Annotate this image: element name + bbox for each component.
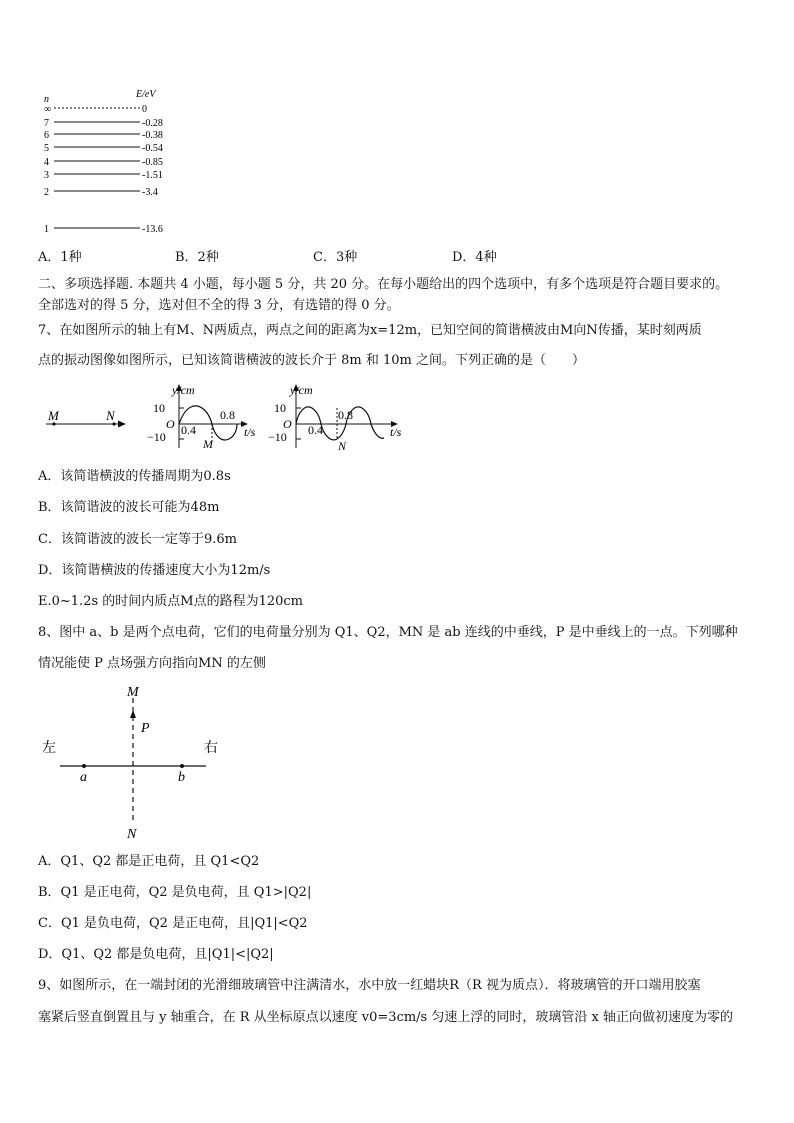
level-energy-label-3: -0.38 (142, 130, 163, 141)
q7-figure (40, 382, 410, 454)
graph2-t1: 0.4 (308, 423, 323, 437)
q6-option-c[interactable]: C．3种 (313, 250, 358, 265)
graph2-point-n: N (338, 439, 347, 453)
n-axis-label: n (44, 94, 49, 105)
q8-option-d[interactable]: D．Q1、Q2 都是负电荷，且|Q1|<|Q2| (38, 947, 274, 962)
q7-option-d[interactable]: D．该简谐横波的传播速度大小为12m/s (38, 563, 271, 578)
level-energy-label-2: -0.28 (142, 118, 163, 129)
graph1-origin: O (166, 417, 175, 431)
graph2-y-label: y/cm (290, 383, 313, 397)
graph2-t-label: t/s (390, 425, 402, 439)
graph1-t-label: t/s (244, 425, 256, 439)
level-n-label-1: ∞ (44, 104, 52, 115)
level-n-label-4: 5 (44, 143, 49, 154)
graph1-y-pos: 10 (153, 401, 165, 415)
vibration-graph-n (268, 383, 402, 453)
level-n-label-7: 2 (44, 187, 49, 198)
q7-stem-line2: 点的振动图像如图所示，已知该简谐横波的波长介于 8m 和 10m 之间。下列正确的是（ ） (38, 353, 585, 368)
level-n-label-8: 1 (44, 224, 49, 235)
vibration-graph-m (147, 383, 256, 451)
q8-option-a[interactable]: A．Q1、Q2 都是正电荷，且 Q1<Q2 (38, 854, 260, 869)
q8-option-c[interactable]: C．Q1 是负电荷，Q2 是正电荷，且|Q1|<Q2 (38, 916, 308, 931)
level-n-label-2: 7 (44, 118, 49, 129)
level-energy-label-8: -13.6 (142, 224, 163, 235)
q7-axis-n-label: N (106, 408, 115, 423)
energy-level-diagram (36, 84, 186, 236)
q8-stem-line2: 情况能使 P 点场强方向指向MN 的左侧 (38, 656, 266, 671)
graph1-t2: 0.8 (220, 408, 235, 422)
level-n-label-6: 3 (44, 170, 49, 181)
q7-axis-m-label: M (48, 408, 59, 423)
q8-label-p: P (141, 721, 150, 736)
graph1-point-m: M (203, 437, 213, 451)
q8-label-left: 左 (42, 741, 56, 756)
q9-stem-line2: 塞紧后竖直倒置且与 y 轴重合，在 R 从坐标原点以速度 v0=3cm/s 匀速上浮的同时，玻璃管沿 x 轴正向做初速度为零的 (38, 1010, 733, 1025)
q8-label-n: N (127, 827, 137, 842)
graph2-origin: O (283, 417, 292, 431)
q8-charge-figure (38, 682, 228, 842)
q7-option-b[interactable]: B．该简谐波的波长可能为48m (38, 500, 220, 515)
section2-line1: 二、多项选择题. 本题共 4 小题，每小题 5 分，共 20 分。在每小题给出的四个选项中，有多个选项是符合题目要求的。 (38, 277, 729, 292)
q9-stem-line1: 9、如图所示，在一端封闭的光滑细玻璃管中注满清水，水中放一红蜡块R（R 视为质点）．将玻璃管的开口端用胶塞 (38, 978, 701, 993)
level-n-label-3: 6 (44, 130, 49, 141)
q7-option-c[interactable]: C．该简谐波的波长一定等于9.6m (38, 532, 237, 547)
energy-axis-label: E/eV (136, 89, 156, 100)
q6-option-a[interactable]: A．1种 (38, 250, 82, 265)
q7-option-a[interactable]: A．该简谐横波的传播周期为0.8s (38, 469, 231, 484)
graph2-y-pos: 10 (274, 401, 286, 415)
q6-option-d[interactable]: D．4种 (452, 250, 497, 265)
level-energy-label-7: -3.4 (142, 187, 158, 198)
q8-option-b[interactable]: B．Q1 是正电荷，Q2 是负电荷，且 Q1>|Q2| (38, 885, 312, 900)
q8-label-m: M (127, 685, 139, 700)
level-n-label-5: 4 (44, 157, 49, 168)
graph1-t1: 0.4 (181, 423, 196, 437)
energy-levels (44, 104, 163, 235)
q7-stem-line1: 7、在如图所示的轴上有M、N两质点，两点之间的距离为x=12m，已知空间的简谐横波由M向N传播，某时刻两质 (38, 323, 702, 338)
level-energy-label-5: -0.85 (142, 157, 163, 168)
q8-label-right: 右 (204, 741, 218, 756)
graph1-y-neg: −10 (147, 430, 166, 444)
q8-label-b: b (178, 770, 185, 785)
graph2-t2: 0.8 (338, 408, 353, 422)
q6-option-b[interactable]: B．2种 (175, 250, 219, 265)
graph2-y-neg: −10 (268, 430, 287, 444)
q8-stem-line1: 8、图中 a、b 是两个点电荷，它们的电荷量分别为 Q1、Q2，MN 是 ab 连线的中垂线，P 是中垂线上的一点。下列哪种 (38, 625, 738, 640)
graph1-y-label: y/cm (172, 383, 195, 397)
q8-label-a: a (80, 770, 87, 785)
section2-line2: 全部选对的得 5 分，选对但不全的得 3 分，有选错的得 0 分。 (38, 298, 400, 313)
level-energy-label-4: -0.54 (142, 143, 163, 154)
level-energy-label-1: 0 (142, 104, 147, 115)
level-energy-label-6: -1.51 (142, 170, 163, 181)
q7-option-e[interactable]: E.0~1.2s 的时间内质点M点的路程为120cm (38, 594, 303, 609)
